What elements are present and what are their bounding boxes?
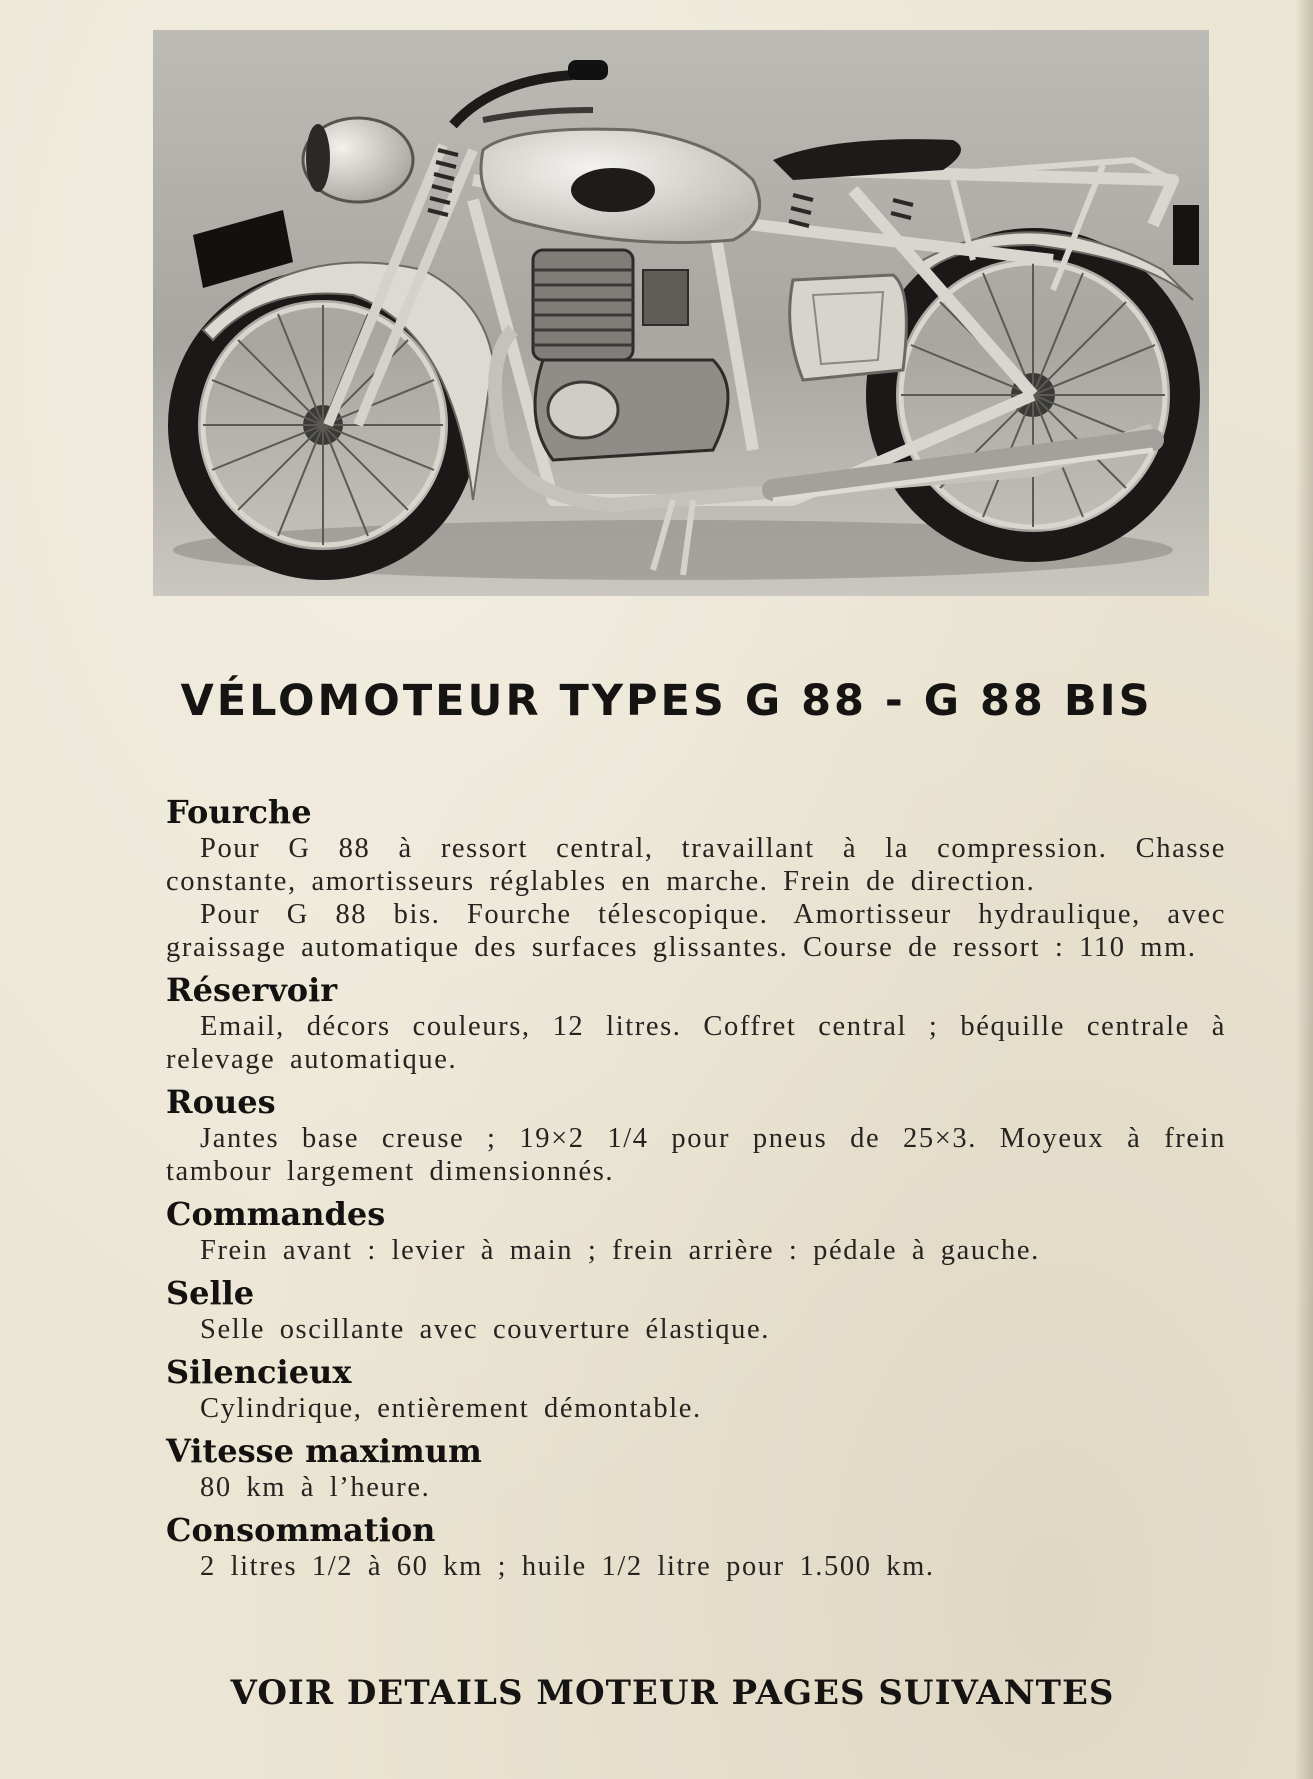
section-paragraph: 2 litres 1/2 à 60 km ; huile 1/2 litre pour 1.500 km.: [200, 1551, 935, 1582]
spec-section-consommation: [166, 1510, 1226, 1583]
section-heading: Vitesse maximum: [166, 1432, 482, 1470]
spec-section-roues: [166, 1082, 1226, 1188]
spec-section-commandes: [166, 1194, 1226, 1267]
section-heading: Fourche: [166, 793, 312, 831]
section-heading: Roues: [166, 1083, 276, 1121]
spec-section-silencieux: [166, 1352, 1226, 1425]
spec-section-vitesse: [166, 1431, 1226, 1504]
footer-note: VOIR DETAILS MOTEUR PAGES SUIVANTES: [230, 1673, 1115, 1713]
motorcycle-photo: [153, 30, 1209, 596]
section-paragraph: 80 km à l’heure.: [200, 1472, 431, 1503]
spec-list: [166, 792, 1226, 1589]
section-heading: Réservoir: [166, 971, 338, 1009]
page-edge-shadow: [1295, 0, 1313, 1779]
spec-section-reservoir: [166, 970, 1226, 1076]
section-paragraph: Selle oscillante avec couverture élastique.: [200, 1314, 770, 1345]
spec-section-selle: [166, 1273, 1226, 1346]
section-heading: Consommation: [166, 1511, 436, 1549]
section-paragraph: Pour G 88 à ressort central, travaillant à la compression. Chasse constante, amortisseurs réglables en marche. Frein de direction.: [166, 833, 1226, 897]
page-title: VÉLOMOTEUR TYPES G 88 - G 88 BIS: [180, 676, 1153, 726]
section-paragraph: Jantes base creuse ; 19×2 1/4 pour pneus de 25×3. Moyeux à frein tambour largement dimensionnés.: [166, 1123, 1226, 1187]
section-paragraph: Frein avant : levier à main ; frein arrière : pédale à gauche.: [200, 1235, 1040, 1266]
section-heading: Selle: [166, 1274, 255, 1312]
section-heading: Commandes: [166, 1195, 386, 1233]
section-paragraph: Cylindrique, entièrement démontable.: [200, 1393, 702, 1424]
section-paragraph: Pour G 88 bis. Fourche télescopique. Amortisseur hydraulique, avec graissage automatique des surfaces glissantes. Course de ressort : 110 mm.: [166, 899, 1226, 963]
spec-section-fourche: [166, 792, 1226, 964]
section-heading: Silencieux: [166, 1353, 352, 1391]
section-paragraph: Email, décors couleurs, 12 litres. Coffret central ; béquille centrale à relevage automatique.: [166, 1011, 1226, 1075]
